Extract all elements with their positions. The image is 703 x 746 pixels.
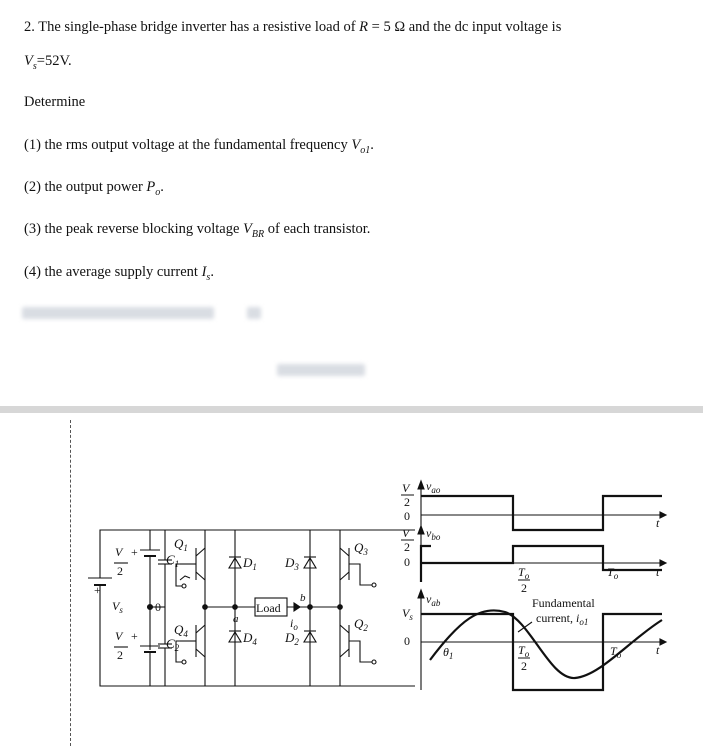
question-2: (2) the output power $P_o$. [24, 179, 164, 198]
d2-label: $D_2$ [285, 630, 299, 647]
t-axis-1: t [656, 516, 660, 530]
vao-zero: 0 [404, 509, 410, 523]
to-half-den-1: 2 [521, 581, 527, 595]
vab-zero: 0 [404, 634, 410, 648]
q3-label: $Q_3$ [354, 540, 368, 557]
to-half-den-2: 2 [521, 659, 527, 673]
question-1: (1) the rms output voltage at the fundamental frequency $V_{o1}$. [24, 137, 374, 156]
vbo-zero: 0 [404, 555, 410, 569]
q2-symbol: P [146, 179, 156, 195]
q1-text: (1) the rms output voltage at the fundamental frequency [24, 137, 352, 153]
q4-label: $Q_4$ [174, 622, 188, 639]
c1-label: $C_1$ [166, 552, 180, 569]
source-vs-label: $V_s$ [112, 599, 123, 615]
d1-label: $D_1$ [243, 555, 257, 572]
d3-label: $D_3$ [285, 555, 299, 572]
lower-half-den: 2 [117, 648, 123, 662]
vao-label: $v_{ao}$ [426, 479, 441, 495]
load-label: Load [256, 601, 281, 615]
current-label: current, $i_{o1}$ [536, 611, 589, 627]
vab-label: $v_{ab}$ [426, 592, 441, 608]
fundamental-label: Fundamental [532, 596, 595, 610]
node-b-label: b [300, 592, 306, 604]
io-label: $i_o$ [290, 616, 298, 632]
lower-half-num: V [115, 629, 123, 643]
to-label-1: $T_o$ [607, 565, 619, 581]
d4-label: $D_4$ [243, 630, 257, 647]
q4-text: (4) the average supply current [24, 264, 202, 280]
theta-label: $\theta_1$ [443, 645, 454, 661]
q3-tail: of each transistor. [264, 221, 371, 237]
vao-half-den: 2 [404, 495, 410, 509]
vs-value: =52V. [36, 53, 72, 69]
upper-half-den: 2 [117, 564, 123, 578]
to-label-2: $T_o$ [610, 644, 622, 660]
question-4: (4) the average supply current $I_s$. [24, 264, 214, 283]
waveforms [418, 481, 666, 690]
vbo-half-den: 2 [404, 540, 410, 554]
q3-text: (3) the peak reverse blocking voltage [24, 221, 244, 237]
vab-vs: $V_s$ [402, 606, 413, 622]
determine-heading: Determine [24, 94, 86, 110]
t-axis-2: t [656, 565, 660, 579]
q1-label: $Q_1$ [174, 536, 188, 553]
q4-sub: s [206, 271, 211, 283]
q2-text: (2) the output power [24, 179, 147, 195]
q3-sub: BR [251, 228, 265, 240]
lower-plus: + [131, 629, 138, 643]
c2-label: $C_2$ [166, 636, 180, 653]
q1-sub: o1 [360, 144, 371, 156]
upper-half-num: V [115, 545, 123, 559]
t-axis-3: t [656, 643, 660, 657]
vao-half-num: V [402, 481, 410, 495]
q3-symbol: V [243, 221, 252, 237]
q4-symbol: I [201, 264, 207, 280]
q1-symbol: V [351, 137, 361, 153]
upper-plus: + [131, 545, 138, 559]
r-symbol: R [359, 19, 369, 35]
source-plus-label: + [94, 583, 101, 597]
vs-sub: s [32, 60, 37, 72]
node-a-label: a [233, 613, 239, 625]
r-value: = 5 Ω and the dc input voltage is [368, 19, 562, 35]
q2-label: $Q_2$ [354, 616, 368, 633]
to-half-label-1: $T_o$ [518, 565, 530, 581]
problem-prefix: 2. The single-phase bridge inverter has a resistive load of [24, 19, 360, 35]
midpoint-zero-label: 0 [155, 600, 161, 614]
q2-sub: o [155, 186, 161, 198]
to-half-label-2: $T_o$ [518, 643, 530, 659]
vs-symbol: V [24, 53, 33, 69]
vbo-label: $v_{bo}$ [426, 526, 441, 542]
vbo-half-num: V [402, 526, 410, 540]
